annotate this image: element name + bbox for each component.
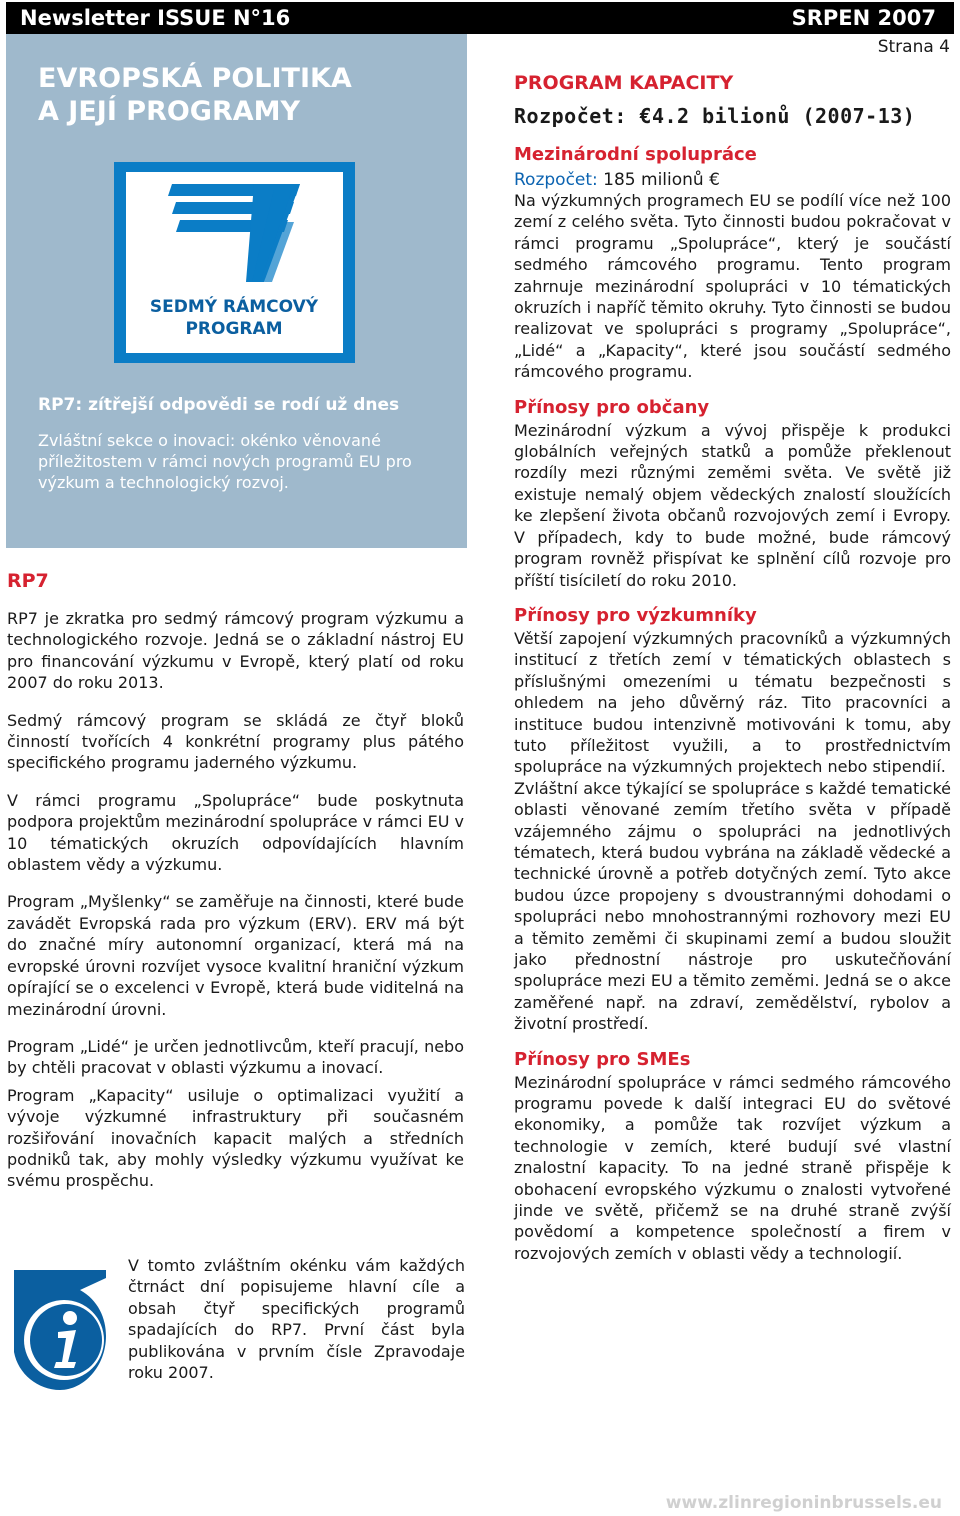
heading-researchers: Přínosy pro výzkumníky	[514, 604, 757, 626]
banner-intro: Zvláštní sekce o inovaci: okénko věnované příležitostem v rámci nových programů EU pro výzkum a technologický rozvoj.	[38, 431, 412, 492]
researchers-paragraph: Větší zapojení výzkumných pracovníků a výzkumných institucí z třetích zemí v tématických oblastech s příslušnými omezeními u tématu bezpečnosti s ohledem na jeho důvěrný ráz. Tito pracovníci a instituce budou intenzivně motivováni k tomu, aby tuto příležitost využili, a to prostřednictvím spolupráce na výzkumných projektech nebo stipendií.	[514, 628, 951, 777]
smes-paragraph: Mezinárodní spolupráce v rámci sedmého rámcového programu povede k další integraci EU do světové ekonomiky, a pomůže tak rozvíjet výzkum a technologie v zemích, které budují své vlastní znalostní kapacity. To na jedné straně přispěje k obohacení evropského výzkumu o znalosti vytvořené jinde ve světě, přičemž se na druhé straně zvýší povědomí a kompetence společností a firem v rozvojových zemích v oblasti vědy a technologií.	[514, 1072, 951, 1263]
rp7-paragraph-3: V rámci programu „Spolupráce“ bude poskytnuta podpora projektům mezinárodní spolupráce v rámci EU v 10 tématických okruzích odpovídajících hlavním oblastem vědy a výzkumu.	[7, 790, 464, 875]
right-column	[514, 72, 951, 1264]
special-actions-paragraph: Zvláštní akce týkající se spolupráce s každé tematické oblasti věnované zemím třetího světa v případě vzájemného zájmu o spolupráci na jednotlivých tématech, která budou vybrána na základě vědecké a technické úrovně a potřeb dotyčných zemí. Tyto akce budou úzce propojeny s dvoustrannými dohodami o spolupráci nebo mnohostrannými rozhovory mezi EU a těmito zeměmi či skupinami zemí a budou sloužit jako přednostní nástroje pro uskutečňování spolupráce mezi EU a těmito zeměmi. Jedná se o akce zaměřené např. na zdraví, zemědělství, rybolov a životní prostředí.	[514, 778, 951, 1034]
left-column	[7, 570, 464, 1208]
fp7-logo-graphic	[114, 162, 355, 363]
rp7-heading: RP7	[7, 570, 49, 592]
rp7-paragraph-1: RP7 je zkratka pro sedmý rámcový program výzkumu a technologického rozvoje. Jedná se o základní nástroj EU pro financování výzkumu v Evropě, který platí od roku 2007 do roku 2013.	[7, 609, 464, 693]
section-budget	[514, 170, 951, 190]
footer-url[interactable]: www.zlinregioninbrussels.eu	[665, 1493, 942, 1513]
newsletter-issue: Newsletter ISSUE N°16	[20, 6, 291, 30]
international-paragraph: Na výzkumných programech EU se podílí více než 100 zemí z celého světa. Tyto činnosti budou pokračovat v rámci programu „Spolupráce“, který je součástí sedmého rámcového programu. Tento program zahrnuje mezinárodní spolupráci v 10 tématických okruzích i napříč těmito okruhy. Tyto činnosti se budou realizovat ve spolupráci s programy „Spolupráce“, „Lidé“ a „Kapacity“, které jsou součástí sedmého rámcového programu.	[514, 191, 951, 382]
rp7-paragraph-5: Program „Lidé“ je určen jednotlivcům, kteří pracují, nebo by chtěli pracovat v oblasti výzkumu a inovací.	[7, 1036, 464, 1078]
heading-citizens: Přínosy pro občany	[514, 396, 710, 418]
page-number: Strana 4	[877, 37, 950, 57]
program-title: PROGRAM KAPACITY	[514, 72, 734, 94]
info-icon	[10, 1270, 110, 1402]
citizens-paragraph: Mezinárodní výzkum a vývoj přispěje k produkci globálních veřejných statků a pomůže překlenout rozdíly mezi různými zeměmi světa. Ve světě již existuje nemalý objem vědeckých znalostí sloužících ke zlepšení života občanů rozvojových zemí i Evropy. V případech, kdy to bude možné, bude rámcový program rovněž přispívat ke splnění cílů rozvoje pro příští tisíciletí do roku 2010.	[514, 420, 951, 590]
banner-title-line1: EVROPSKÁ POLITIKA	[38, 63, 352, 94]
program-budget: Rozpočet: €4.2 bilionů (2007-13)	[514, 104, 916, 128]
section-banner	[6, 34, 467, 548]
rp7-paragraph-4: Program „Myšlenky“ se zaměřuje na činnosti, které bude zavádět Evropská rada pro výzkum (ERV). ERV má být do značné míry autonomní organizací, která má na evropské úrovni rozvíjet vysoce kvalitní hraniční výzkum opírající se o excelenci v Evropě, která bude viditelná na mezinárodní úrovni.	[7, 892, 464, 1019]
heading-smes: Přínosy pro SMEs	[514, 1048, 691, 1070]
rp7-paragraph-2: Sedmý rámcový program se skládá ze čtyř bloků činností tvořících 4 konkrétní programy plus pátého specifického programu jaderného výzkumu.	[7, 710, 464, 773]
banner-title-line2: A JEJÍ PROGRAMY	[38, 96, 301, 127]
banner-title	[38, 62, 352, 128]
rp7-paragraph-6: Program „Kapacity“ usiluje o optimalizaci využití a vývoje výzkumné infrastruktury při současném rozšiřování inovačních kapacit malých a středních podniků tak, aby mohly výsledky výzkumu využívat ke svému prospěchu.	[7, 1085, 464, 1191]
section-budget-value: 185 milionů €	[603, 170, 720, 190]
section-budget-label: Rozpočet:	[514, 170, 598, 190]
logo-text-line2: PROGRAM	[185, 319, 283, 339]
info-text: V tomto zvláštním okénku vám každých čtrnáct dní popisujeme hlavní cíle a obsah čtyř specifických programů spadajících do RP7. První část byla publikována v prvním čísle Zpravodaje roku 2007.	[128, 1256, 465, 1383]
fp7-logo	[114, 162, 355, 363]
issue-date: SRPEN 2007	[791, 6, 936, 30]
banner-subtitle: RP7: zítřejší odpovědi se rodí už dnes	[38, 395, 400, 415]
logo-text-line1: SEDMÝ RÁMCOVÝ	[149, 297, 319, 317]
section-heading-international: Mezinárodní spolupráce	[514, 144, 757, 165]
header-bar	[6, 2, 954, 34]
